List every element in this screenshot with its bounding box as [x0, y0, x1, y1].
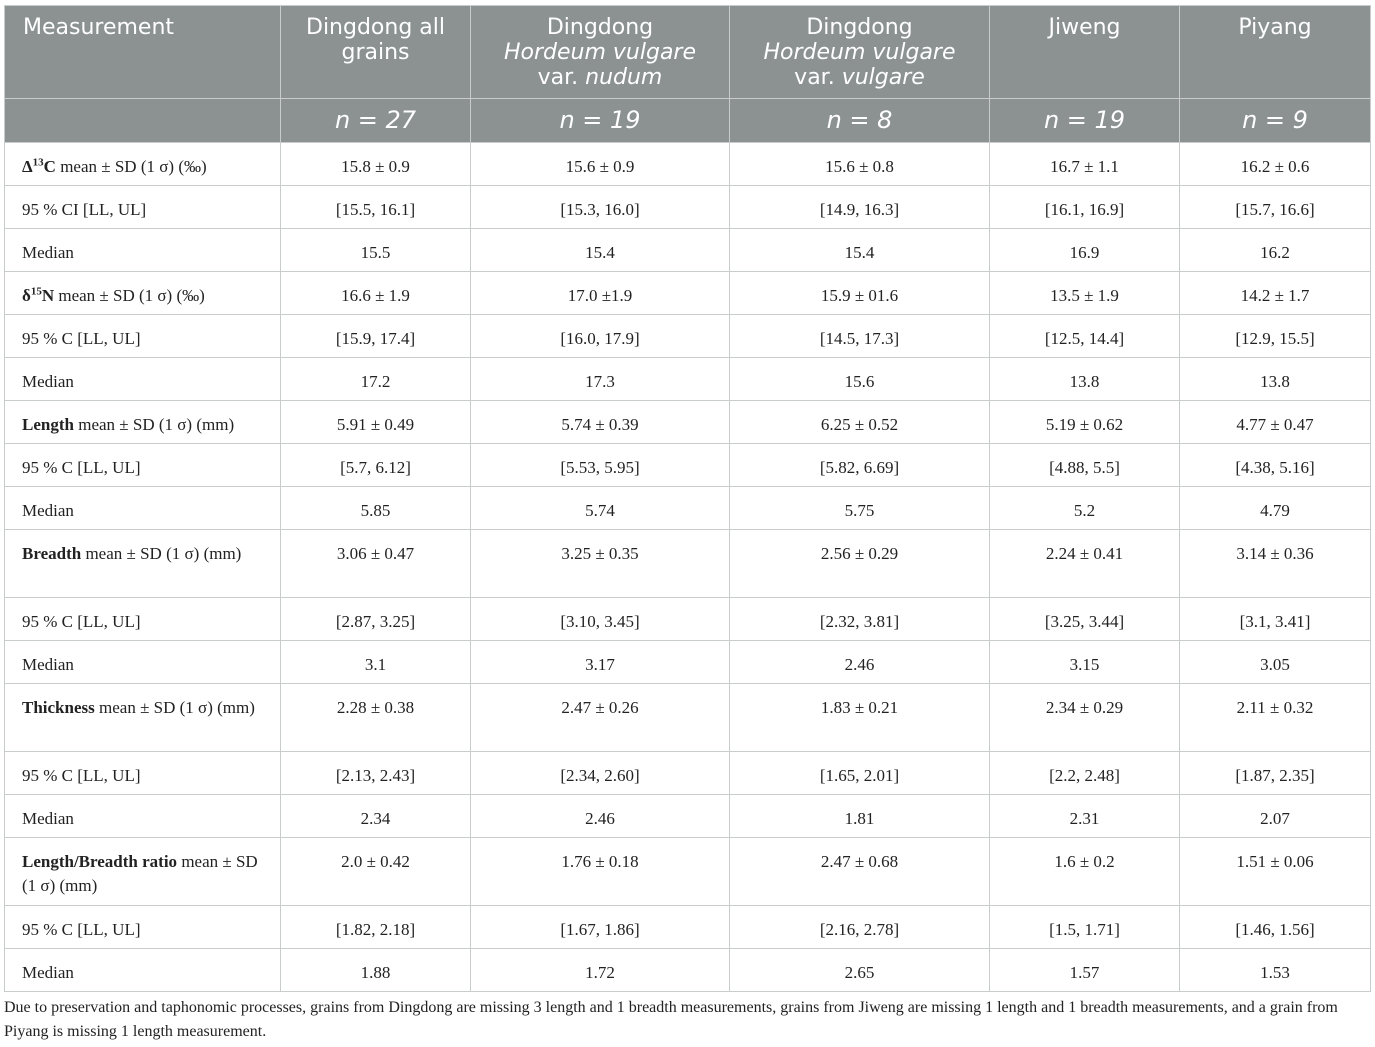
table-cell: 15.9 ± 01.6	[730, 272, 990, 315]
table-cell: [1.5, 1.71]	[990, 906, 1180, 949]
header-col-2-line3: var.	[537, 65, 579, 90]
table-cell: 3.17	[471, 641, 730, 684]
table-cell: 16.9	[990, 229, 1180, 272]
row-label	[5, 143, 281, 186]
table-cell: 2.34 ± 0.29	[990, 684, 1180, 752]
table-cell: [14.9, 16.3]	[730, 186, 990, 229]
table-cell: [15.7, 16.6]	[1180, 186, 1371, 229]
table-cell: 2.47 ± 0.26	[471, 684, 730, 752]
table-cell: 2.34	[281, 795, 471, 838]
table-row	[5, 444, 1371, 487]
table-cell: 15.5	[281, 229, 471, 272]
row-label-bold: Length	[22, 415, 74, 434]
table-cell: 1.57	[990, 949, 1180, 992]
table-cell: 17.2	[281, 358, 471, 401]
row-label-text: mean ± SD (1 σ) (mm)	[94, 698, 255, 717]
table-cell: 2.24 ± 0.41	[990, 530, 1180, 598]
header-n-2: n = 19	[471, 99, 730, 143]
table-cell: 3.15	[990, 641, 1180, 684]
table-cell: 2.31	[990, 795, 1180, 838]
table-row	[5, 641, 1371, 684]
table-cell: [15.5, 16.1]	[281, 186, 471, 229]
header-col-3-line2: Hordeum vulgare	[763, 40, 956, 65]
table-cell: 13.5 ± 1.9	[990, 272, 1180, 315]
table-cell: 4.77 ± 0.47	[1180, 401, 1371, 444]
table-cell: [5.7, 6.12]	[281, 444, 471, 487]
header-col-3-line3b: vulgare	[841, 65, 925, 90]
row-label-bold-suffix: N	[41, 286, 55, 305]
table-cell: [1.65, 2.01]	[730, 752, 990, 795]
row-label	[5, 487, 281, 530]
table-row	[5, 530, 1371, 598]
row-label	[5, 598, 281, 641]
table-cell: 16.2	[1180, 229, 1371, 272]
header-n-5: n = 9	[1180, 99, 1371, 143]
row-label	[5, 838, 281, 906]
table-cell: 1.51 ± 0.06	[1180, 838, 1371, 906]
table-cell: 3.1	[281, 641, 471, 684]
header-col-3-line3-wrap	[738, 65, 981, 90]
table-cell: [1.82, 2.18]	[281, 906, 471, 949]
table-cell: 15.6 ± 0.9	[471, 143, 730, 186]
table-cell: 15.6	[730, 358, 990, 401]
table-cell: 16.7 ± 1.1	[990, 143, 1180, 186]
table-cell: 3.14 ± 0.36	[1180, 530, 1371, 598]
table-row	[5, 143, 1371, 186]
header-col-2-line3-wrap	[479, 65, 721, 90]
header-n-blank	[5, 99, 281, 143]
table-row	[5, 315, 1371, 358]
table-cell: [5.53, 5.95]	[471, 444, 730, 487]
table-cell: 5.19 ± 0.62	[990, 401, 1180, 444]
header-col-2-line2: Hordeum vulgare	[503, 40, 697, 65]
table-cell: 13.8	[990, 358, 1180, 401]
table-cell: 3.25 ± 0.35	[471, 530, 730, 598]
row-label	[5, 795, 281, 838]
table-cell: [4.38, 5.16]	[1180, 444, 1371, 487]
row-label-bold-suffix: C	[43, 157, 56, 176]
table-cell: [4.88, 5.5]	[990, 444, 1180, 487]
header-col-1-line1: Dingdong all	[306, 15, 445, 40]
table-cell: 3.05	[1180, 641, 1371, 684]
table-cell: 15.6 ± 0.8	[730, 143, 990, 186]
table-cell: 16.6 ± 1.9	[281, 272, 471, 315]
table-cell: 5.74 ± 0.39	[471, 401, 730, 444]
table-row	[5, 358, 1371, 401]
table-cell: [2.2, 2.48]	[990, 752, 1180, 795]
row-label-bold: δ	[22, 286, 31, 305]
header-col-1	[281, 6, 471, 99]
row-label-text: 95 % C [LL, UL]	[22, 612, 141, 631]
header-col-2-line1: Dingdong	[546, 15, 654, 40]
table-cell: 2.65	[730, 949, 990, 992]
table-cell: [2.16, 2.78]	[730, 906, 990, 949]
row-label-text: Median	[22, 501, 74, 520]
table-cell: 2.46	[471, 795, 730, 838]
table-row	[5, 598, 1371, 641]
table-cell: 2.07	[1180, 795, 1371, 838]
table-cell: [1.87, 2.35]	[1180, 752, 1371, 795]
table-cell: 1.72	[471, 949, 730, 992]
row-label-text: mean ± SD (1 σ) (mm)	[73, 415, 235, 434]
table-cell: 15.4	[730, 229, 990, 272]
row-label	[5, 684, 281, 752]
table-cell: 6.25 ± 0.52	[730, 401, 990, 444]
table-cell: 5.85	[281, 487, 471, 530]
table-cell: [16.0, 17.9]	[471, 315, 730, 358]
row-label-text: 95 % CI [LL, UL]	[22, 200, 147, 219]
table-row	[5, 272, 1371, 315]
table-cell: 5.74	[471, 487, 730, 530]
row-label-superscript: 13	[32, 156, 44, 169]
header-measurement: Measurement	[5, 6, 281, 99]
table-cell: [2.87, 3.25]	[281, 598, 471, 641]
measurements-table	[4, 5, 1371, 992]
header-n-1: n = 27	[281, 99, 471, 143]
table-cell: [1.46, 1.56]	[1180, 906, 1371, 949]
row-label-text: 95 % C [LL, UL]	[22, 458, 141, 477]
table-cell: 2.47 ± 0.68	[730, 838, 990, 906]
table-cell: 1.53	[1180, 949, 1371, 992]
table-row	[5, 795, 1371, 838]
table-cell: 5.91 ± 0.49	[281, 401, 471, 444]
table-cell: 1.88	[281, 949, 471, 992]
table-cell: [2.34, 2.60]	[471, 752, 730, 795]
table-row	[5, 487, 1371, 530]
table-cell: 2.28 ± 0.38	[281, 684, 471, 752]
table-cell: 16.2 ± 0.6	[1180, 143, 1371, 186]
table-footnote: Due to preservation and taphonomic processes, grains from Dingdong are missing 3 length and 1 breadth measurements, grains from Jiweng are missing 1 length and 1 breadth measurements, and a grain from Piyang is missing 1 length measurement.	[4, 999, 1338, 1040]
row-label	[5, 444, 281, 487]
table-cell: [5.82, 6.69]	[730, 444, 990, 487]
table-row	[5, 229, 1371, 272]
table-header	[5, 6, 1371, 143]
table-cell: [2.13, 2.43]	[281, 752, 471, 795]
table-cell: 4.79	[1180, 487, 1371, 530]
table-cell: 3.06 ± 0.47	[281, 530, 471, 598]
row-label	[5, 641, 281, 684]
header-row	[5, 6, 1371, 99]
table-cell: [1.67, 1.86]	[471, 906, 730, 949]
table-cell: 2.56 ± 0.29	[730, 530, 990, 598]
table-cell: [15.3, 16.0]	[471, 186, 730, 229]
row-label-text: 95 % C [LL, UL]	[22, 920, 141, 939]
data-table-container	[4, 5, 1370, 992]
row-label	[5, 358, 281, 401]
table-cell: [12.5, 14.4]	[990, 315, 1180, 358]
row-label-text: mean ± SD (1 σ) (‰)	[55, 157, 207, 176]
header-n-4: n = 19	[990, 99, 1180, 143]
row-label	[5, 272, 281, 315]
row-label-text: mean ± SD (1 σ) (‰)	[54, 286, 205, 305]
table-body	[5, 143, 1371, 992]
table-row	[5, 186, 1371, 229]
header-col-3	[730, 6, 990, 99]
row-label-text: Median	[22, 809, 74, 828]
row-label-text: mean ± SD (1 σ) (mm)	[81, 544, 242, 563]
table-row	[5, 401, 1371, 444]
table-cell: 1.83 ± 0.21	[730, 684, 990, 752]
header-col-4-line1: Jiweng	[1048, 15, 1121, 40]
table-cell: [14.5, 17.3]	[730, 315, 990, 358]
table-cell: [16.1, 16.9]	[990, 186, 1180, 229]
table-cell: [3.25, 3.44]	[990, 598, 1180, 641]
table-row	[5, 752, 1371, 795]
table-row	[5, 684, 1371, 752]
row-label	[5, 752, 281, 795]
header-col-1-line2: grains	[341, 40, 410, 65]
header-n-3: n = 8	[730, 99, 990, 143]
table-cell: 14.2 ± 1.7	[1180, 272, 1371, 315]
table-cell: [3.1, 3.41]	[1180, 598, 1371, 641]
table-row	[5, 906, 1371, 949]
header-col-2-line3b: nudum	[585, 65, 663, 90]
row-label-bold: Length/Breadth ratio	[22, 852, 178, 871]
row-label	[5, 530, 281, 598]
row-label	[5, 315, 281, 358]
table-cell: 2.46	[730, 641, 990, 684]
row-label-bold: Δ	[22, 157, 33, 176]
table-row	[5, 949, 1371, 992]
row-label	[5, 949, 281, 992]
table-cell: 17.0 ±1.9	[471, 272, 730, 315]
table-cell: 2.0 ± 0.42	[281, 838, 471, 906]
table-cell: 17.3	[471, 358, 730, 401]
row-label-text: Median	[22, 963, 74, 982]
header-col-2	[471, 6, 730, 99]
header-col-3-line1: Dingdong	[806, 15, 913, 40]
table-cell: [3.10, 3.45]	[471, 598, 730, 641]
table-cell: 2.11 ± 0.32	[1180, 684, 1371, 752]
table-cell: 1.76 ± 0.18	[471, 838, 730, 906]
table-cell: 1.81	[730, 795, 990, 838]
row-label-text: Median	[22, 655, 74, 674]
table-cell: [12.9, 15.5]	[1180, 315, 1371, 358]
header-col-5-line1: Piyang	[1238, 15, 1312, 40]
table-cell: 5.2	[990, 487, 1180, 530]
header-col-4	[990, 6, 1180, 99]
table-cell: 15.8 ± 0.9	[281, 143, 471, 186]
row-label	[5, 186, 281, 229]
header-n-row	[5, 99, 1371, 143]
row-label-text: Median	[22, 372, 74, 391]
header-col-5	[1180, 6, 1371, 99]
row-label	[5, 229, 281, 272]
table-cell: [2.32, 3.81]	[730, 598, 990, 641]
row-label	[5, 906, 281, 949]
table-cell: 13.8	[1180, 358, 1371, 401]
header-col-3-line3: var.	[794, 65, 835, 90]
row-label-text: Median	[22, 243, 74, 262]
row-label-text: 95 % C [LL, UL]	[22, 329, 141, 348]
row-label-bold: Thickness	[22, 698, 95, 717]
table-cell: 1.6 ± 0.2	[990, 838, 1180, 906]
table-cell: [15.9, 17.4]	[281, 315, 471, 358]
table-cell: 5.75	[730, 487, 990, 530]
row-label-bold: Breadth	[22, 544, 82, 563]
table-cell: 15.4	[471, 229, 730, 272]
table-row	[5, 838, 1371, 906]
row-label-superscript: 15	[30, 285, 42, 298]
row-label-text: 95 % C [LL, UL]	[22, 766, 141, 785]
row-label-text: mean ± SD (1 σ) (mm)	[22, 852, 262, 895]
row-label	[5, 401, 281, 444]
